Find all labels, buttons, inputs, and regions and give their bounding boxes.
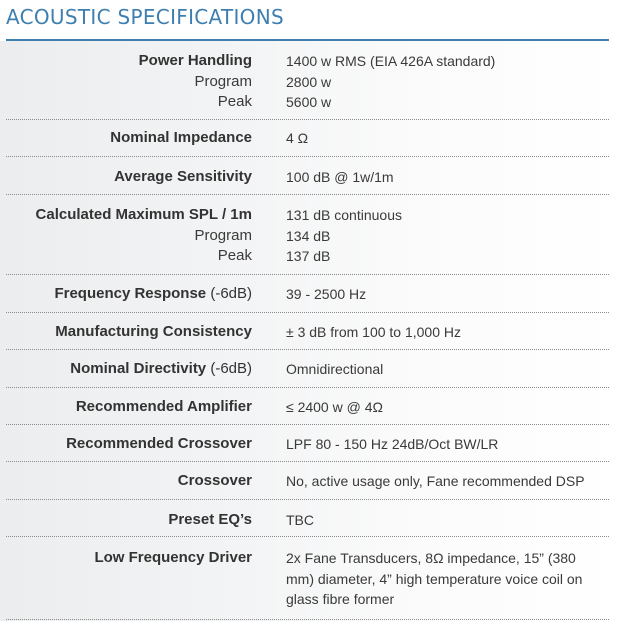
spec-sub-label: Program <box>194 72 252 90</box>
spec-row-average-sensitivity <box>6 157 609 195</box>
spec-sub-label: Peak <box>217 247 252 264</box>
spec-row-preset-eq-s <box>6 500 609 537</box>
spec-row-recommended-crossover <box>6 425 609 462</box>
spec-values <box>286 434 586 455</box>
spec-value: 39 - 2500 Hz <box>286 286 367 302</box>
spec-row-low-frequency-driver <box>6 537 609 620</box>
spec-label-text: Recommended Amplifier <box>75 398 252 415</box>
spec-label-suffix: (-6dB) <box>206 285 252 302</box>
spec-labels <box>6 434 252 455</box>
spec-label-text: Calculated Maximum SPL / 1m <box>35 206 252 223</box>
spec-label <box>6 359 252 380</box>
spec-value: ≤ 2400 w @ 4Ω <box>286 399 383 415</box>
spec-sub-value: 134 dB <box>286 227 331 244</box>
spec-value: 100 dB @ 1w/1m <box>286 169 394 185</box>
spec-label <box>6 322 252 343</box>
spec-sub-value: 2800 w <box>286 73 332 90</box>
spec-label <box>6 284 252 305</box>
spec-label-text: Preset EQ’s <box>168 511 252 528</box>
spec-row-nominal-directivity <box>6 350 609 388</box>
spec-values <box>286 548 586 610</box>
spec-labels <box>6 284 252 305</box>
spec-sub-label: Peak <box>217 93 252 110</box>
spec-table <box>0 41 619 620</box>
spec-label <box>6 51 252 72</box>
spec-values <box>286 128 586 149</box>
spec-label-text: Manufacturing Consistency <box>55 323 252 340</box>
spec-label-text: Frequency Response <box>54 285 207 302</box>
spec-values <box>286 205 586 267</box>
spec-values <box>286 167 586 188</box>
spec-labels <box>6 397 252 418</box>
spec-label <box>6 471 252 492</box>
spec-labels <box>6 128 252 149</box>
spec-row-recommended-amplifier <box>6 388 609 425</box>
spec-row-crossover <box>6 462 609 500</box>
spec-label <box>6 128 252 149</box>
spec-label <box>6 167 252 188</box>
spec-label <box>6 548 252 569</box>
spec-values <box>286 510 586 531</box>
spec-value: 2x Fane Transducers, 8Ω impedance, 15” (380 mm) diameter, 4” high temperature voice coil on glass fibre former <box>286 550 583 607</box>
spec-value: ± 3 dB from 100 to 1,000 Hz <box>286 324 461 340</box>
spec-label-text: Low Frequency Driver <box>94 549 252 566</box>
spec-row-power-handling <box>6 41 609 120</box>
spec-label <box>6 205 252 226</box>
spec-label-text: Recommended Crossover <box>66 435 252 452</box>
spec-row-nominal-impedance <box>6 120 609 157</box>
spec-row-calculated-maximum-spl-1m <box>6 195 609 275</box>
spec-sub-label: Program <box>194 226 252 244</box>
spec-label-suffix: (-6dB) <box>206 360 252 377</box>
spec-value: LPF 80 - 150 Hz 24dB/Oct BW/LR <box>286 436 499 452</box>
spec-label <box>6 434 252 455</box>
spec-values <box>286 397 586 418</box>
spec-labels <box>6 167 252 188</box>
spec-value: Omnidirectional <box>286 361 384 377</box>
spec-labels <box>6 359 252 380</box>
spec-sub-value: 5600 w <box>286 94 332 110</box>
spec-values <box>286 359 586 380</box>
spec-values <box>286 51 586 113</box>
spec-labels <box>6 510 252 531</box>
spec-values <box>286 284 586 305</box>
spec-value: 131 dB continuous <box>286 207 402 223</box>
section-title: ACOUSTIC SPECIFICATIONS <box>6 5 284 29</box>
spec-labels <box>6 322 252 343</box>
spec-value: 4 Ω <box>286 130 309 146</box>
spec-label-text: Crossover <box>177 472 252 489</box>
spec-value: TBC <box>286 512 314 528</box>
spec-row-frequency-response <box>6 275 609 313</box>
spec-label-text: Power Handling <box>138 52 252 69</box>
spec-labels <box>6 205 252 267</box>
spec-sub-value: 137 dB <box>286 248 331 264</box>
spec-labels <box>6 548 252 569</box>
spec-label <box>6 397 252 418</box>
spec-label-text: Average Sensitivity <box>114 168 252 185</box>
spec-label <box>6 510 252 531</box>
spec-label-text: Nominal Impedance <box>110 129 252 146</box>
spec-value: No, active usage only, Fane recommended DSP <box>286 473 585 489</box>
spec-label-text: Nominal Directivity <box>70 360 207 377</box>
spec-values <box>286 322 586 343</box>
title-bar <box>0 0 619 41</box>
spec-values <box>286 471 586 492</box>
spec-row-manufacturing-consistency <box>6 313 609 350</box>
spec-labels <box>6 51 252 113</box>
spec-value: 1400 w RMS (EIA 426A standard) <box>286 53 496 69</box>
spec-labels <box>6 471 252 492</box>
